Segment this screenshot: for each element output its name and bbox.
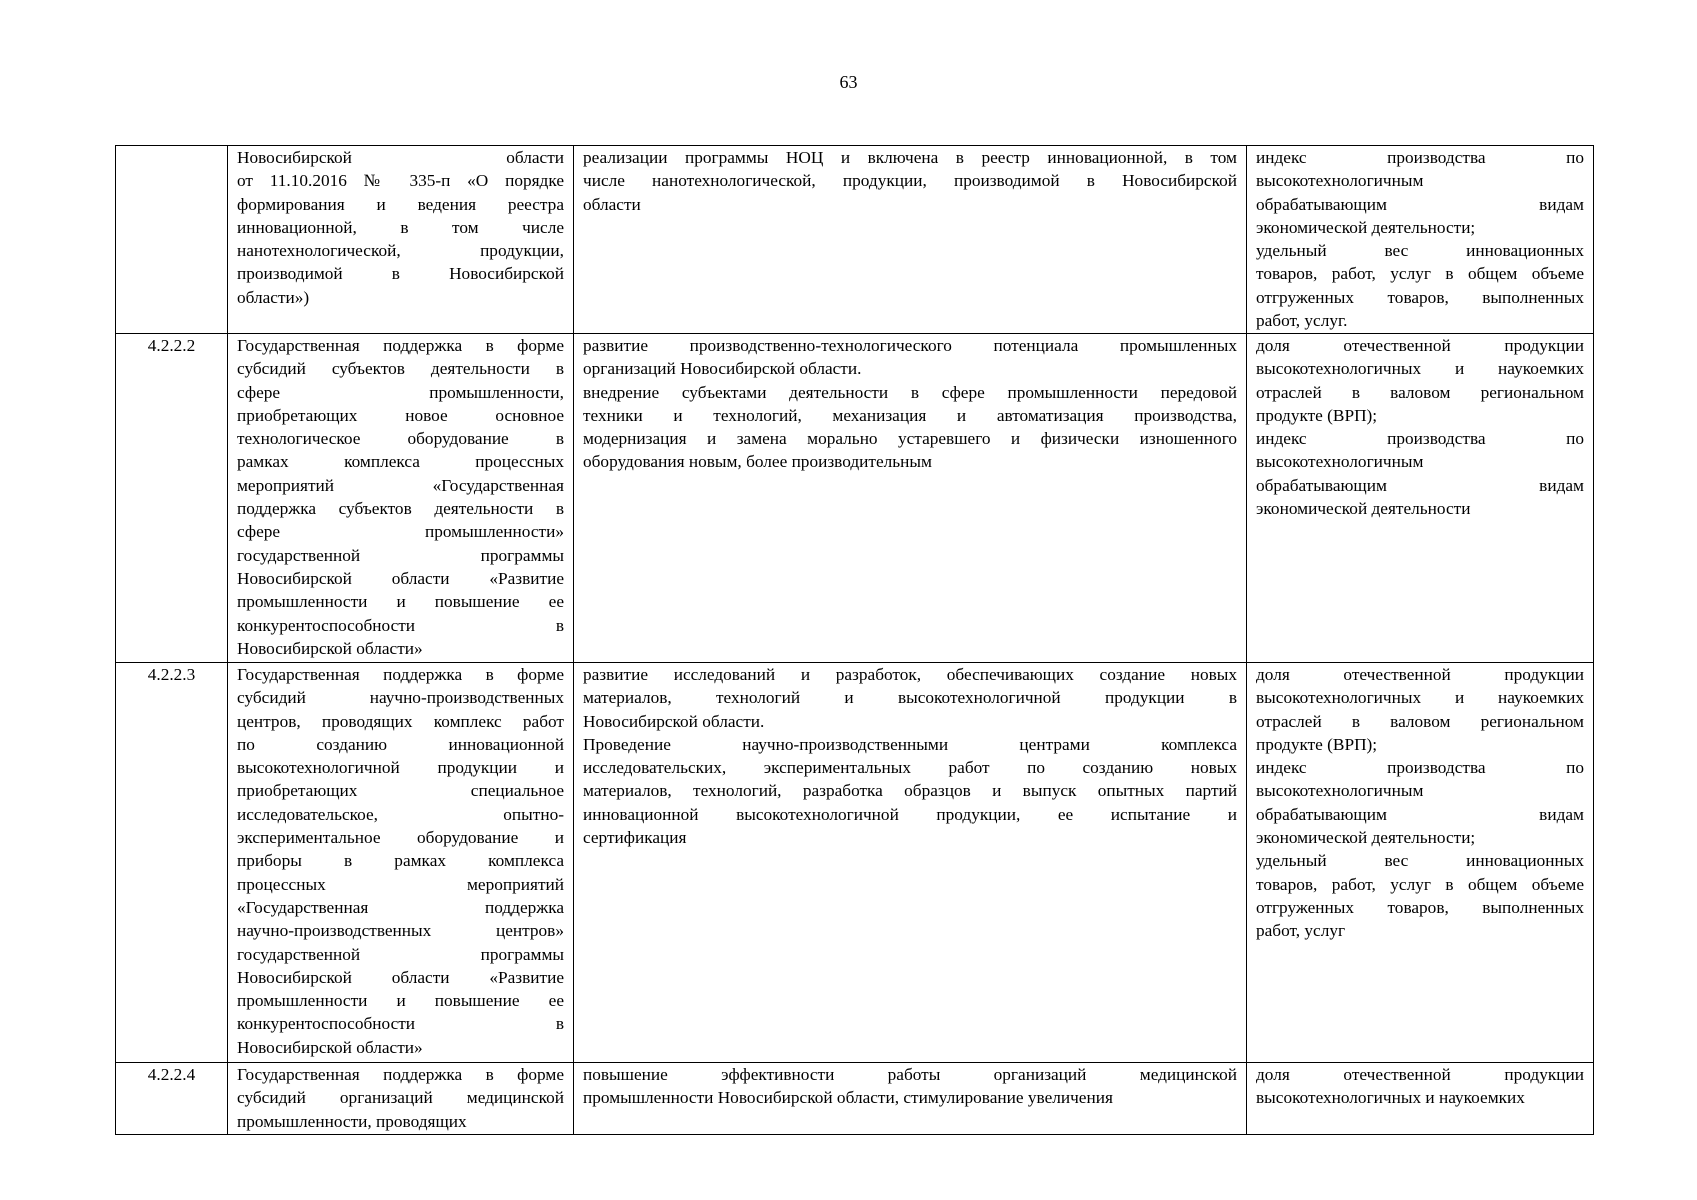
cell-text-line: процессных мероприятий [237,874,564,894]
cell-text-line: области [583,194,641,214]
cell-text-line: нанотехнологической, продукции, [237,241,564,261]
cell-text-line: Новосибирской области «Развитие [237,568,564,588]
cell-text-line: Государственная поддержка в форме [237,665,564,684]
expected-result-cell [574,1063,1247,1135]
cell-text-line: высокотехнологичных и наукоемких [1256,688,1584,708]
cell-text-line: экономической деятельности; [1256,217,1476,237]
indicator-cell [1247,663,1594,1063]
cell-text-line: доля отечественной продукции [1256,1065,1584,1084]
measure-name-cell [228,1063,574,1135]
cell-text-line: исследовательских, экспериментальных работ по созданию новых [583,758,1237,778]
cell-text-line: сертификация [583,828,687,848]
cell-text-line: удельный вес инновационных [1256,241,1584,261]
cell-text-line: инновационной, в том числе [237,217,564,237]
cell-text-line: развитие исследований и разработок, обеспечивающих создание новых [583,665,1237,684]
page-number: 63 [839,72,858,92]
cell-text-line: промышленности Новосибирской области, стимулирование увеличения [583,1088,1113,1108]
cell-text-line: удельный вес инновационных [1256,851,1584,871]
cell-text-line: промышленности и повышение ее [237,592,564,612]
cell-text-line: сфере промышленности, [237,382,564,402]
cell-text-line: высокотехнологичных и наукоемких [1256,1088,1525,1108]
expected-result-cell [574,334,1247,663]
cell-text-line: рамках комплекса процессных [237,452,564,472]
cell-text-line: мероприятий «Государственная [237,475,564,495]
cell-text-line: технологическое оборудование в [237,429,564,449]
cell-text-line: доля отечественной продукции [1256,336,1584,355]
cell-text-line: отгруженных товаров, выполненных [1256,287,1584,307]
cell-text-line: товаров, работ, услуг в общем объеме [1256,874,1584,894]
cell-text-line: государственной программы [237,545,564,565]
cell-text-line: модернизация и замена морально устаревшего и физически изношенного [583,429,1237,449]
cell-text-line: субсидий научно-производственных [237,688,564,708]
cell-text-line: продукте (ВРП); [1256,405,1378,425]
cell-text-line: экспериментальное оборудование и [237,828,564,848]
cell-text-line: субсидий организаций медицинской [237,1088,564,1108]
cell-text-line: индекс производства по [1256,429,1584,449]
cell-text-line: индекс производства по [1256,758,1584,778]
cell-text-line: «Государственная поддержка [237,897,564,917]
cell-text-line: исследовательское, опытно- [237,804,564,824]
cell-text-line: промышленности и повышение ее [237,991,564,1011]
cell-text-line: материалов, технологий, разработка образцов и выпуск опытных партий [583,781,1237,801]
cell-text-line: развитие производственно-технологического потенциала промышленных [583,336,1237,355]
cell-text-line: продукте (ВРП); [1256,734,1378,754]
cell-text-line: Новосибирской области «Развитие [237,967,564,987]
cell-text-line: промышленности, проводящих [237,1111,467,1131]
cell-text-line: отгруженных товаров, выполненных [1256,897,1584,917]
cell-text-line: государственной программы [237,944,564,964]
cell-text-line: высокотехнологичной продукции и [237,758,564,778]
table-row [116,146,1594,334]
cell-text-line: приобретающих специальное [237,781,564,801]
cell-text-line: приборы в рамках комплекса [237,851,564,871]
cell-text-line: Новосибирской области. [583,711,765,731]
cell-text-line: повышение эффективности работы организаций медицинской [583,1065,1237,1084]
expected-result-cell [574,146,1247,334]
cell-text-line: Проведение научно-производственными центрами комплекса [583,734,1237,754]
cell-text-line: инновационной высокотехнологичной продукции, ее испытание и [583,804,1237,824]
cell-text-line: обрабатывающим видам [1256,804,1584,824]
cell-text-line: производимой в Новосибирской [237,264,564,284]
cell-text-line: по созданию инновационной [237,734,564,754]
measure-name-cell [228,663,574,1063]
measure-number-cell: 4.2.2.2 [116,334,228,663]
indicator-cell [1247,1063,1594,1135]
cell-text-line: высокотехнологичным [1256,781,1424,801]
measure-name-cell [228,146,574,334]
cell-text-line: приобретающих новое основное [237,405,564,425]
table-row [116,1063,1594,1135]
cell-text-line: работ, услуг [1256,921,1346,941]
cell-text-line: внедрение субъектами деятельности в сфере промышленности передовой [583,382,1237,402]
cell-text-line: доля отечественной продукции [1256,665,1584,684]
cell-text-line: экономической деятельности [1256,499,1471,519]
cell-text-line: Новосибирской области» [237,1037,423,1057]
cell-text-line: организаций Новосибирской области. [583,359,862,379]
table-row [116,334,1594,663]
cell-text-line: отраслей в валовом региональном [1256,711,1584,731]
cell-text-line: Государственная поддержка в форме [237,336,564,355]
measure-number-cell: 4.2.2.4 [116,1063,228,1135]
cell-text-line: формирования и ведения реестра [237,194,564,214]
measure-name-cell [228,334,574,663]
cell-text-line: сфере промышленности» [237,522,564,542]
measure-number-cell: 4.2.2.3 [116,663,228,1063]
cell-text-line: техники и технологий, механизация и автоматизация производства, [583,405,1237,425]
cell-text-line: области») [237,287,310,307]
cell-text-line: конкурентоспособности в [237,1014,564,1034]
measures-table [115,145,1594,1135]
table-body [116,146,1594,1135]
cell-text-line: Новосибирской области [237,148,564,167]
cell-text-line: субсидий субъектов деятельности в [237,359,564,379]
cell-text-line: индекс производства по [1256,148,1584,167]
cell-text-line: научно-производственных центров» [237,921,564,941]
cell-text-line: высокотехнологичных и наукоемких [1256,359,1584,379]
cell-text-line: товаров, работ, услуг в общем объеме [1256,264,1584,284]
cell-text-line: Новосибирской области» [237,638,423,658]
cell-text-line: Государственная поддержка в форме [237,1065,564,1084]
measure-number-cell [116,146,228,334]
cell-text-line: обрабатывающим видам [1256,194,1584,214]
cell-text-line: конкурентоспособности в [237,615,564,635]
expected-result-cell [574,663,1247,1063]
cell-text-line: от 11.10.2016 № 335-п «О порядке [237,171,564,191]
cell-text-line: отраслей в валовом региональном [1256,382,1584,402]
cell-text-line: оборудования новым, более производительным [583,452,932,472]
cell-text-line: высокотехнологичным [1256,171,1424,191]
cell-text-line: центров, проводящих комплекс работ [237,711,564,731]
cell-text-line: материалов, технологий и высокотехнологичной продукции в [583,688,1237,708]
indicator-cell [1247,334,1594,663]
cell-text-line: работ, услуг. [1256,311,1348,331]
cell-text-line: высокотехнологичным [1256,452,1424,472]
cell-text-line: обрабатывающим видам [1256,475,1584,495]
cell-text-line: поддержка субъектов деятельности в [237,499,564,519]
cell-text-line: экономической деятельности; [1256,828,1476,848]
cell-text-line: числе нанотехнологической, продукции, производимой в Новосибирской [583,171,1237,191]
indicator-cell [1247,146,1594,334]
table-row [116,663,1594,1063]
cell-text-line: реализации программы НОЦ и включена в реестр инновационной, в том [583,148,1237,167]
